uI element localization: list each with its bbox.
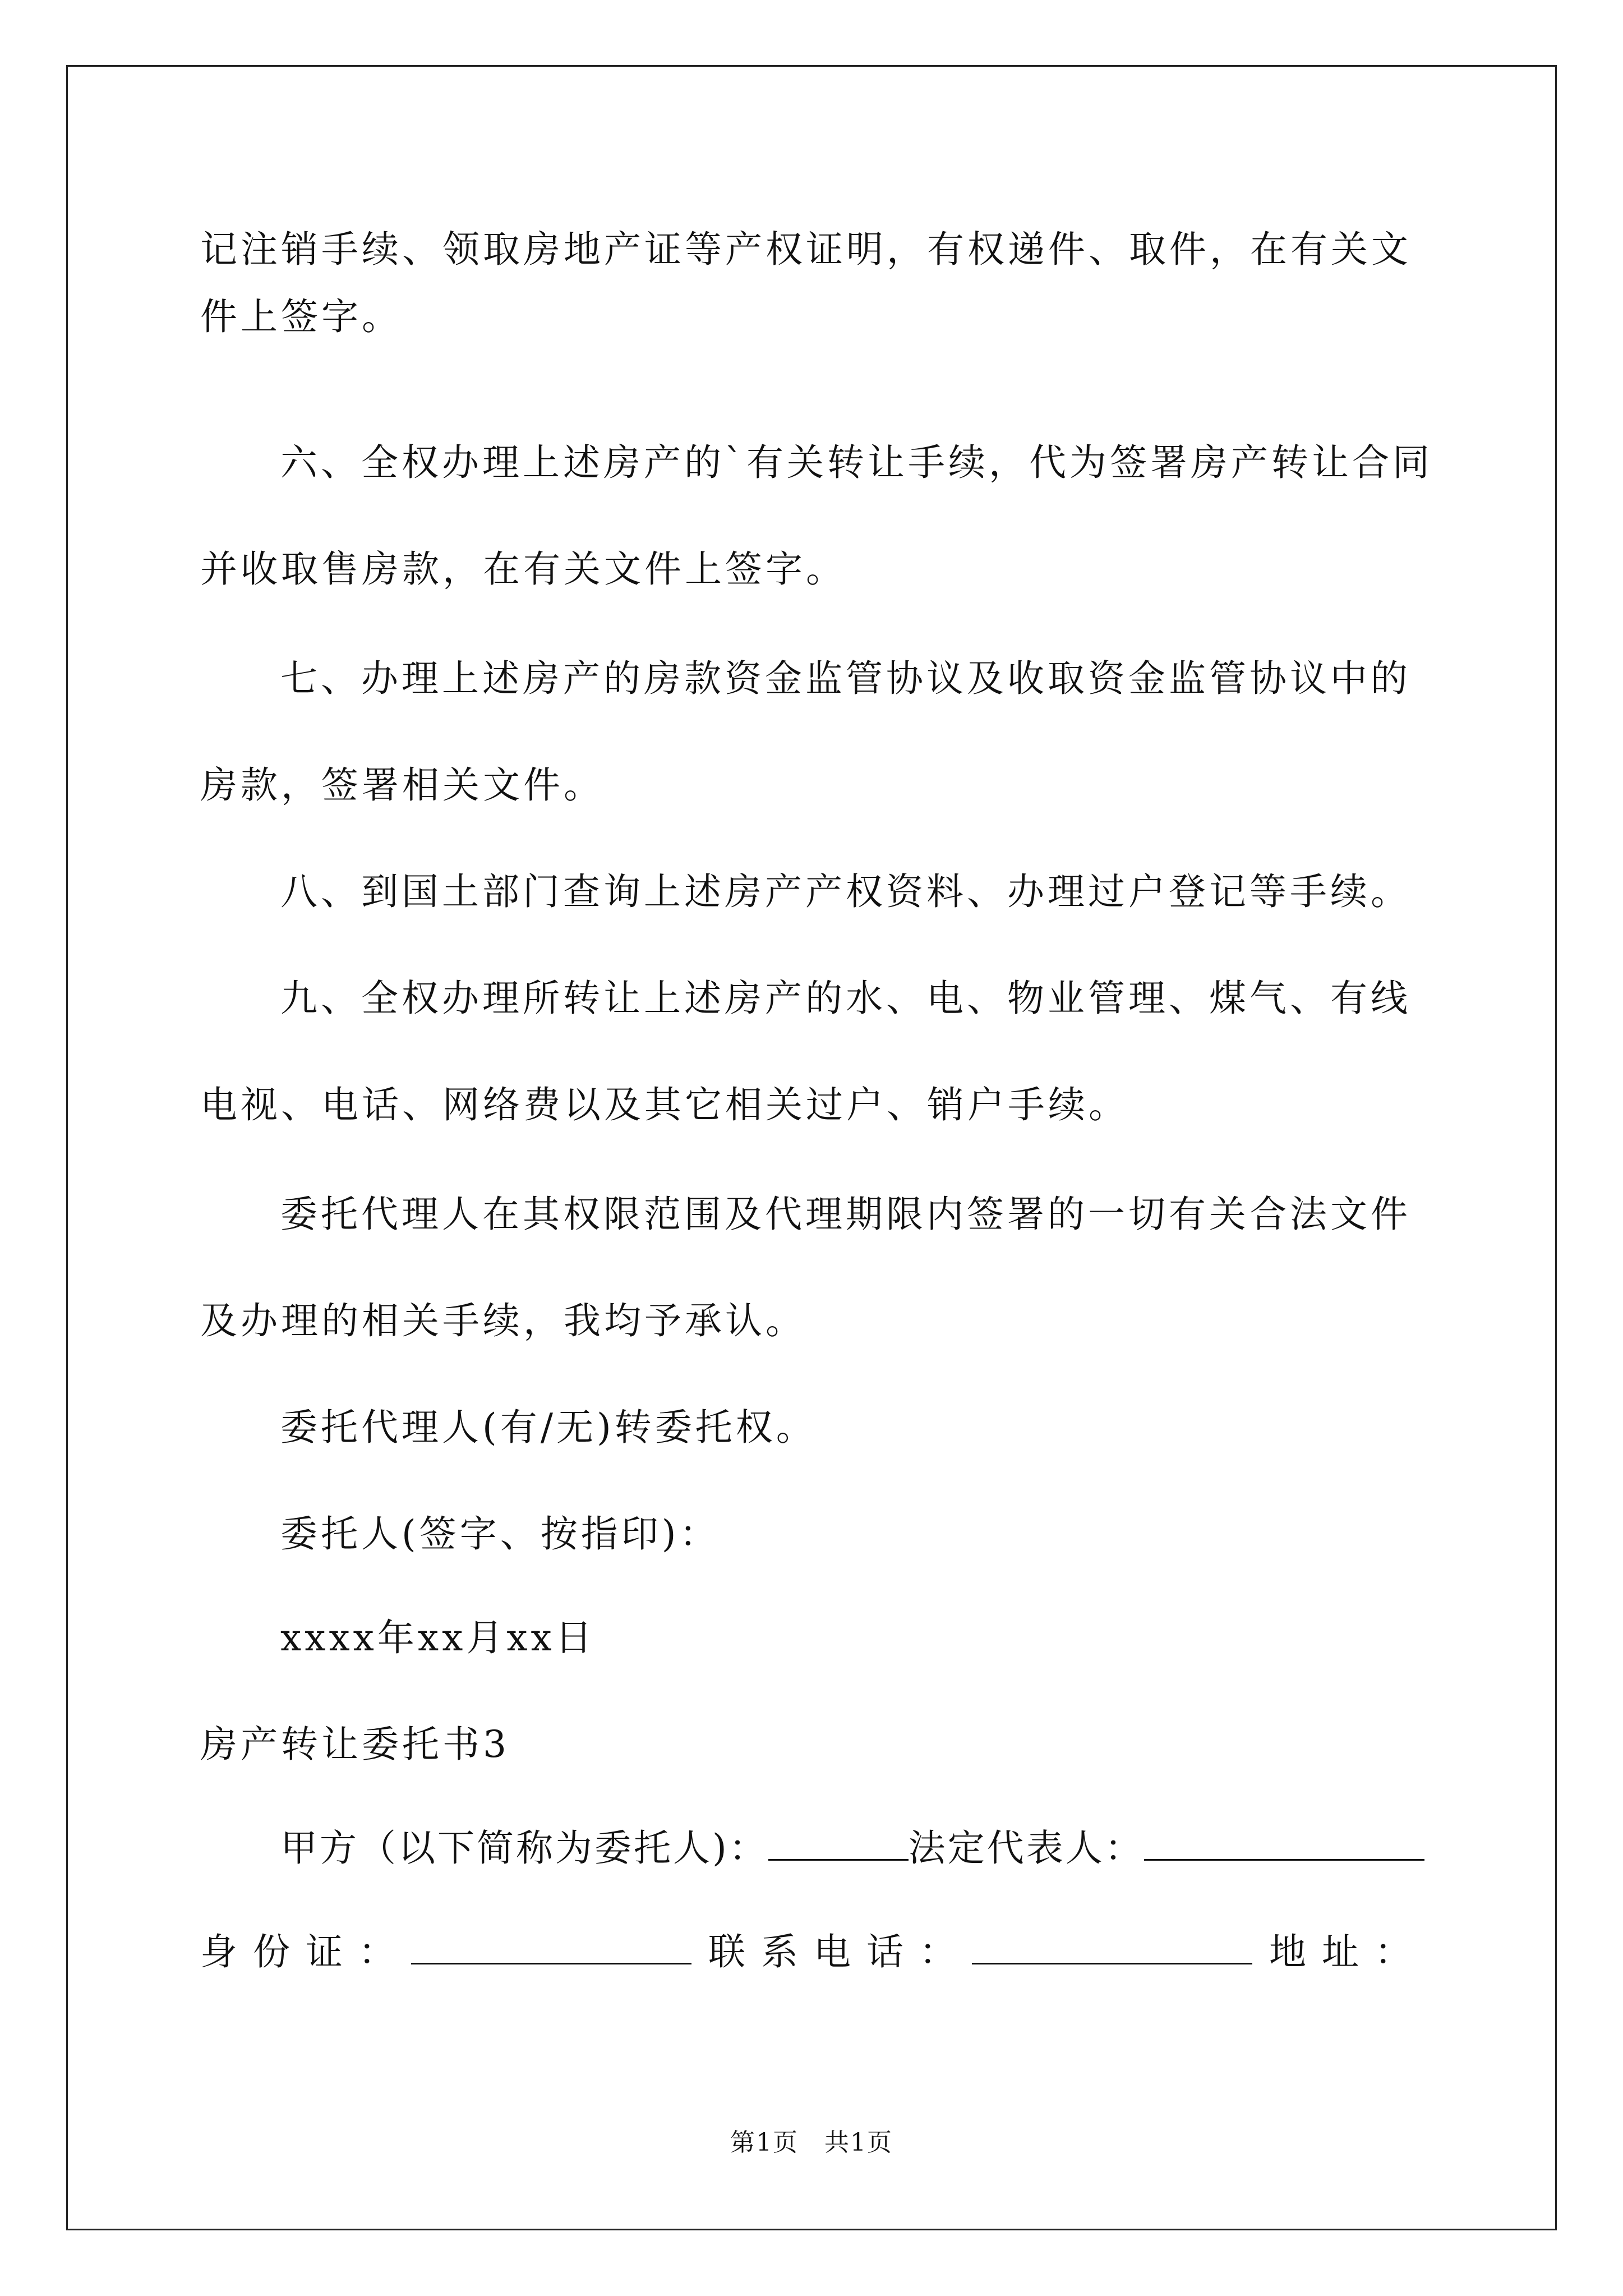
- phone-label: 联系电话：: [708, 1930, 972, 1973]
- page-border: [66, 65, 1557, 2230]
- paragraph-line: 委托人(签字、按指印)：: [280, 1512, 720, 1556]
- page-footer: 第1页 共1页: [730, 2128, 893, 2157]
- paragraph-line: 六、全权办理上述房产的`有关转让手续，代为签署房产转让合同: [280, 441, 1433, 484]
- paragraph-line: 九、全权办理所转让上述房产的水、电、物业管理、煤气、有线: [280, 977, 1411, 1020]
- paragraph-line: 委托代理人在其权限范围及代理期限内签署的一切有关合法文件: [280, 1193, 1411, 1236]
- phone-blank: [972, 1931, 1252, 1964]
- paragraph-line: 电视、电话、网络费以及其它相关过户、销户手续。: [200, 1083, 1129, 1126]
- party-a-label: 甲方（以下简称为委托人)：: [280, 1826, 768, 1870]
- date-line: xxxx年xx月xx日: [280, 1616, 596, 1659]
- contact-line: [200, 1930, 1427, 1975]
- paragraph-line: 房款，签署相关文件。: [200, 763, 604, 807]
- party-a-line: [280, 1826, 1424, 1871]
- section-title: 房产转让委托书3: [200, 1723, 510, 1766]
- legal-rep-blank: [1144, 1828, 1424, 1861]
- id-blank: [411, 1931, 691, 1964]
- paragraph-line: 件上签字。: [200, 295, 402, 338]
- address-label: 地址：: [1269, 1930, 1427, 1973]
- paragraph-line: 七、办理上述房产的房款资金监管协议及收取资金监管协议中的: [280, 657, 1411, 700]
- paragraph-line: 八、到国土部门查询上述房产产权资料、办理过户登记等手续。: [280, 870, 1411, 913]
- paragraph-line: 并收取售房款，在有关文件上签字。: [200, 547, 846, 591]
- paragraph-line: 记注销手续、领取房地产证等产权证明，有权递件、取件，在有关文: [200, 228, 1412, 271]
- paragraph-line: 委托代理人(有/无)转委托权。: [280, 1406, 817, 1449]
- legal-rep-label: 法定代表人：: [908, 1826, 1144, 1870]
- party-a-blank: [768, 1828, 909, 1861]
- id-label: 身份证：: [200, 1930, 411, 1973]
- paragraph-line: 及办理的相关手续，我均予承认。: [200, 1299, 806, 1342]
